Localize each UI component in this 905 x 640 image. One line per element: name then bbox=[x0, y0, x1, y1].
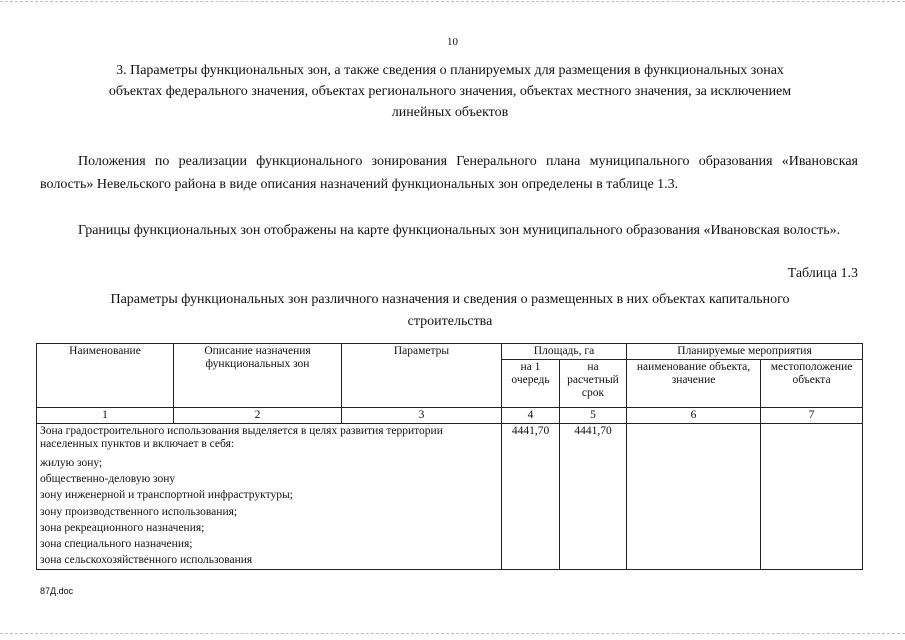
header-object-location: местоположение объекта bbox=[761, 360, 863, 408]
scan-edge-top bbox=[0, 1, 905, 4]
header-area-estimated-period: на расчетный срок bbox=[560, 360, 627, 408]
header-area-first-stage: на 1 очередь bbox=[502, 360, 560, 408]
footer-file-name: 87Д.doc bbox=[40, 586, 74, 596]
object-name-cell bbox=[627, 424, 761, 570]
heading-line: объектах федерального значения, объектах регионального значения, объектах местного значения, за исключением bbox=[108, 84, 792, 99]
header-description: Описание назначения функциональных зон bbox=[174, 344, 342, 408]
table-row bbox=[37, 424, 863, 570]
column-number: 3 bbox=[342, 408, 502, 424]
zone-item: жилую зону; bbox=[40, 457, 103, 469]
paragraph-zoning-provisions: Положения по реализации функционального зонирования Генерального плана муниципального образования «Ивановская волость» Невельского района в виде описания назначений функциональных зон определены в таблице 1.3. bbox=[40, 154, 858, 192]
zone-item: общественно-деловую зону bbox=[40, 473, 176, 486]
zone-item: зона рекреационного назначения; bbox=[40, 521, 205, 534]
column-number: 7 bbox=[761, 408, 863, 424]
zone-description-intro: Зона градостроительного использования выделяется в целях развития территории населенных пунктов и включает в себя: bbox=[40, 425, 443, 450]
column-number: 4 bbox=[502, 408, 560, 424]
header-planned-measures: Планируемые мероприятия bbox=[627, 344, 863, 360]
heading-line: линейных объектов bbox=[391, 105, 509, 120]
header-object-name: наименование объекта, значение bbox=[627, 360, 761, 408]
heading-line: 3. Параметры функциональных зон, а также сведения о планируемых для размещения в функциональных зонах bbox=[116, 63, 784, 78]
zone-parameters-table bbox=[36, 343, 863, 570]
column-number: 6 bbox=[627, 408, 761, 424]
page-number: 10 bbox=[447, 36, 458, 48]
zone-description-cell bbox=[37, 424, 502, 570]
column-number: 5 bbox=[560, 408, 627, 424]
area-first-stage-value: 4441,70 bbox=[502, 424, 560, 570]
header-area: Площадь, га bbox=[502, 344, 627, 360]
zone-item: зона специального назначения; bbox=[40, 538, 193, 551]
header-parameters: Параметры bbox=[342, 344, 502, 408]
header-name: Наименование bbox=[37, 344, 174, 408]
object-location-cell bbox=[761, 424, 863, 570]
column-number: 1 bbox=[37, 408, 174, 424]
column-number-row bbox=[37, 408, 863, 424]
section-heading bbox=[40, 60, 860, 123]
table-label: Таблица 1.3 bbox=[787, 266, 858, 281]
area-estimated-period-value: 4441,70 bbox=[560, 424, 627, 570]
column-number: 2 bbox=[174, 408, 342, 424]
zone-item: зона сельскохозяйственного использования bbox=[40, 554, 253, 567]
scan-edge-bottom bbox=[0, 633, 905, 636]
paragraph-zone-boundaries: Границы функциональных зон отображены на карте функциональных зон муниципального образования «Ивановская волость». bbox=[78, 223, 841, 238]
table-title-line: Параметры функциональных зон различного назначения и сведения о размещенных в них объектах капитального bbox=[110, 292, 790, 307]
zone-item: зону производственного использования; bbox=[40, 505, 238, 518]
table-title bbox=[40, 289, 860, 333]
table-title-line: строительства bbox=[407, 314, 493, 329]
zone-item: зону инженерной и транспортной инфраструктуры; bbox=[40, 489, 293, 502]
